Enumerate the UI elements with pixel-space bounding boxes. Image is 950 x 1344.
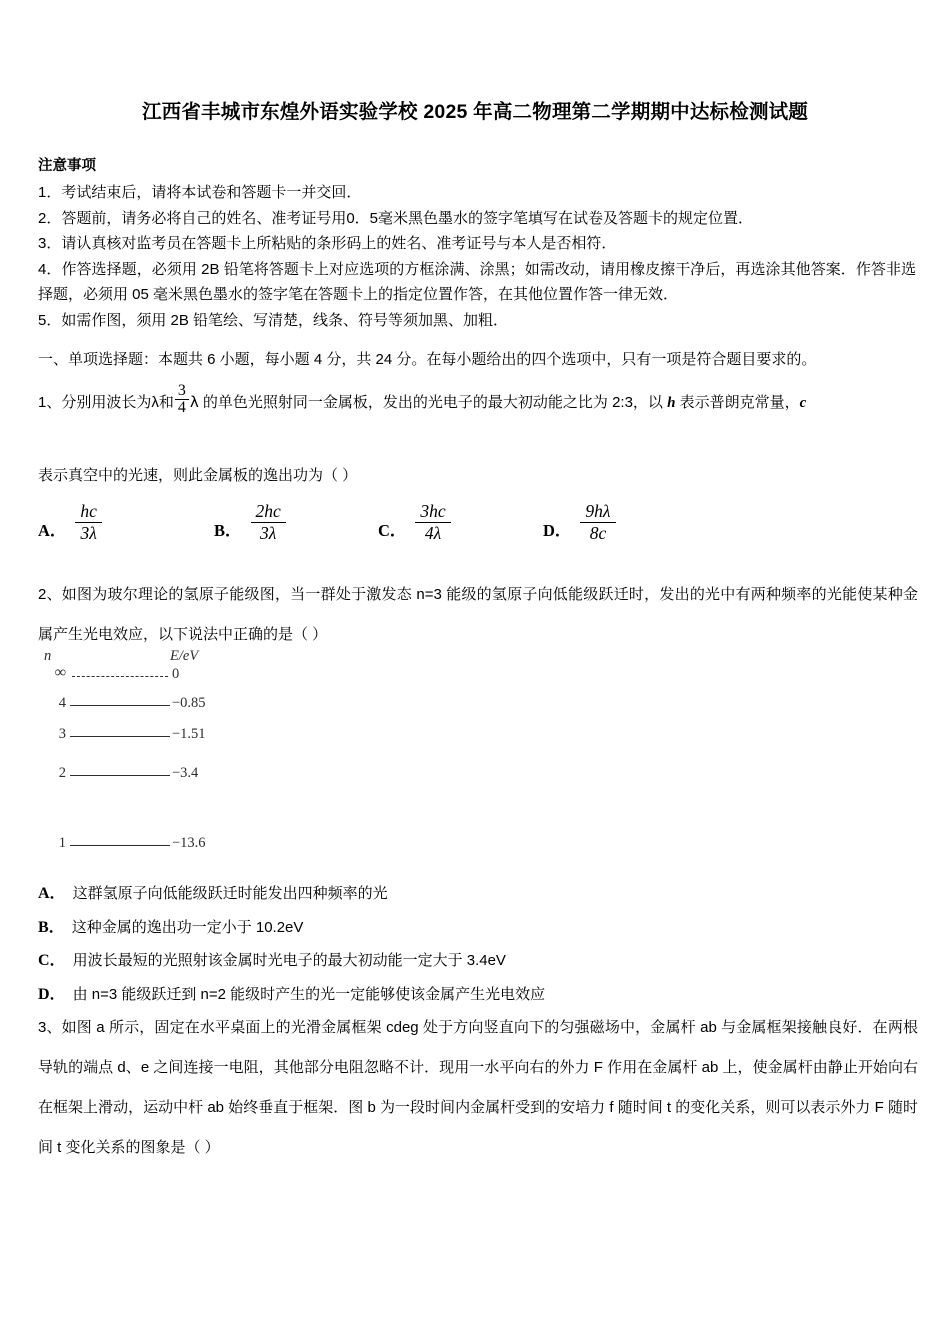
option-a-numerator: hc [80, 500, 97, 521]
option-a-value [75, 502, 102, 544]
notice-item-5: 5．如需作图，须用 2B 铅笔绘、写清楚，线条、符号等须加黑、加粗． [38, 311, 509, 329]
energy-level-line [70, 775, 170, 776]
notices-block [38, 155, 916, 333]
energy-level-line-dashed [72, 676, 168, 677]
energy-level-value: 0 [172, 666, 180, 682]
energy-level-n-label: 1 [58, 835, 66, 851]
option-b-denominator: 3λ [251, 522, 286, 544]
option-b-label: B． [38, 918, 65, 936]
option-c-value [415, 502, 450, 544]
question-1-var-c: c [799, 395, 807, 411]
section-heading: 一、单项选择题：本题共 6 小题，每小题 4 分，共 24 分。在每小题给出的四个选项中，只有一项是符合题目要求的。 [38, 351, 817, 368]
option-b-numerator: 2hc [255, 500, 281, 521]
question-2-option-b[interactable] [38, 911, 918, 945]
energy-level-1 [42, 835, 272, 855]
option-d-denominator: 8c [580, 522, 615, 544]
question-1-options [38, 492, 918, 552]
energy-level-line [70, 845, 170, 846]
option-b-label: B． [214, 520, 242, 540]
fraction-numerator: 3 [177, 381, 186, 399]
energy-level-2 [42, 765, 272, 785]
question-1-option-c[interactable] [378, 492, 451, 548]
hydrogen-energy-level-diagram [42, 648, 272, 863]
energy-level-value: −0.85 [172, 695, 206, 711]
notices-heading: 注意事项 [38, 158, 96, 174]
energy-diagram-header-n: n [44, 648, 52, 664]
question-2-option-a[interactable] [38, 877, 918, 911]
notice-item-1: 1．考试结束后，请将本试卷和答题卡一并交回． [38, 184, 362, 201]
energy-level-n-label: 4 [58, 695, 66, 711]
option-d-value [580, 502, 615, 544]
energy-level-4 [42, 695, 272, 715]
option-c-numerator: 3hc [420, 500, 446, 521]
energy-level-line [70, 736, 170, 737]
question-2-stem: 2、如图为玻尔理论的氢原子能级图，当一群处于激发态 n=3 能级的氢原子向低能级跃迁时，发出的光中有两种频率的光能使某种金属产生光电效应，以下说法中正确的是（ ） [38, 586, 918, 643]
energy-level-value: −13.6 [172, 835, 206, 851]
energy-level-value: −1.51 [172, 726, 206, 742]
question-1-option-a[interactable] [38, 492, 102, 548]
question-1-stem [38, 382, 918, 423]
question-1-stem-line2: 表示真空中的光速，则此金属板的逸出功为（ ） [38, 467, 358, 484]
option-d-label: D． [543, 520, 572, 540]
option-a-label: A． [38, 520, 67, 540]
option-d-numerator: 9hλ [585, 500, 611, 521]
option-b-value [251, 502, 286, 544]
question-1-fraction [175, 383, 189, 417]
energy-diagram-header-e: E/eV [170, 648, 199, 664]
option-c-denominator: 4λ [415, 522, 450, 544]
energy-level-3 [42, 726, 272, 746]
option-d-text: 由 n=3 能级跃迁到 n=2 能级时产生的光一定能够使该金属产生光电效应 [72, 985, 546, 1003]
page-title: 江西省丰城市东煌外语实验学校 2025 年高二物理第二学期期中达标检测试题 [141, 101, 809, 123]
notice-item-4: 4．作答选择题，必须用 2B 铅笔将答题卡上对应选项的方框涂满、涂黑；如需改动，请用橡皮擦干净后，再选涂其他答案．作答非选择题，必须用 05 毫米黑色墨水的签字笔在答题卡上的指定位置作答，在其他位置作答一律无效． [38, 260, 916, 303]
question-1-lambda: λ [189, 393, 199, 411]
notice-item-2: 2．答题前，请务必将自己的姓名、准考证号用0．5毫米黑色墨水的签字笔填写在试卷及答题卡的规定位置． [38, 209, 754, 227]
option-a-label: A． [38, 885, 66, 902]
option-c-label: C． [38, 952, 66, 969]
question-1-stem-part1: 1、分别用波长为λ和 [38, 394, 174, 411]
energy-level-value: −3.4 [172, 765, 199, 781]
notice-item-3: 3．请认真核对监考员在答题卡上所粘贴的条形码上的姓名、准考证号与本人是否相符． [38, 235, 617, 252]
energy-level-line [70, 705, 170, 706]
option-c-text: 用波长最短的光照射该金属时光电子的最大初动能一定大于 3.4eV [72, 952, 506, 969]
question-1-var-h: h [667, 395, 676, 411]
fraction-denominator: 4 [175, 399, 189, 416]
option-a-text: 这群氢原子向低能级跃迁时能发出四种频率的光 [72, 885, 388, 902]
option-b-text: 这种金属的逸出功一定小于 10.2eV [71, 918, 304, 936]
question-2-option-c[interactable] [38, 944, 918, 978]
question-3-stem: 3、如图 a 所示，固定在水平桌面上的光滑金属框架 cdeg 处于方向竖直向下的匀强磁场中，金属杆 ab 与金属框架接触良好．在两根导轨的端点 d、e 之间连接一电阻，其他部分电阻忽略不计．现用一水平向右的外力 F 作用在金属杆 ab 上，使金属杆由静止开始向右在框架上滑动，运动中杆 ab 始终垂直于框架．图 b 为一段时间内金属杆受到的安培力 f 随时间 t 的变化关系，则可以表示外力 F 随时间 t 变化关系的图象是（ ） [38, 1019, 918, 1156]
energy-level-n-label: 2 [58, 765, 66, 781]
option-a-denominator: 3λ [75, 522, 102, 544]
energy-level-n-label: 3 [58, 726, 66, 742]
energy-level-n-label: ∞ [54, 664, 66, 681]
question-2-options [38, 877, 918, 1011]
option-d-label: D． [38, 985, 66, 1003]
question-1-option-d[interactable] [543, 492, 616, 548]
option-c-label: C． [378, 520, 407, 540]
question-2-option-d[interactable] [38, 978, 918, 1012]
question-1-option-b[interactable] [214, 492, 286, 548]
question-1-stem-part3: 表示普朗克常量， [679, 394, 800, 411]
energy-level-infinity [42, 666, 272, 686]
question-1-stem-part2: 的单色光照射同一金属板，发出的光电子的最大初动能之比为 2:3，以 [202, 394, 663, 411]
